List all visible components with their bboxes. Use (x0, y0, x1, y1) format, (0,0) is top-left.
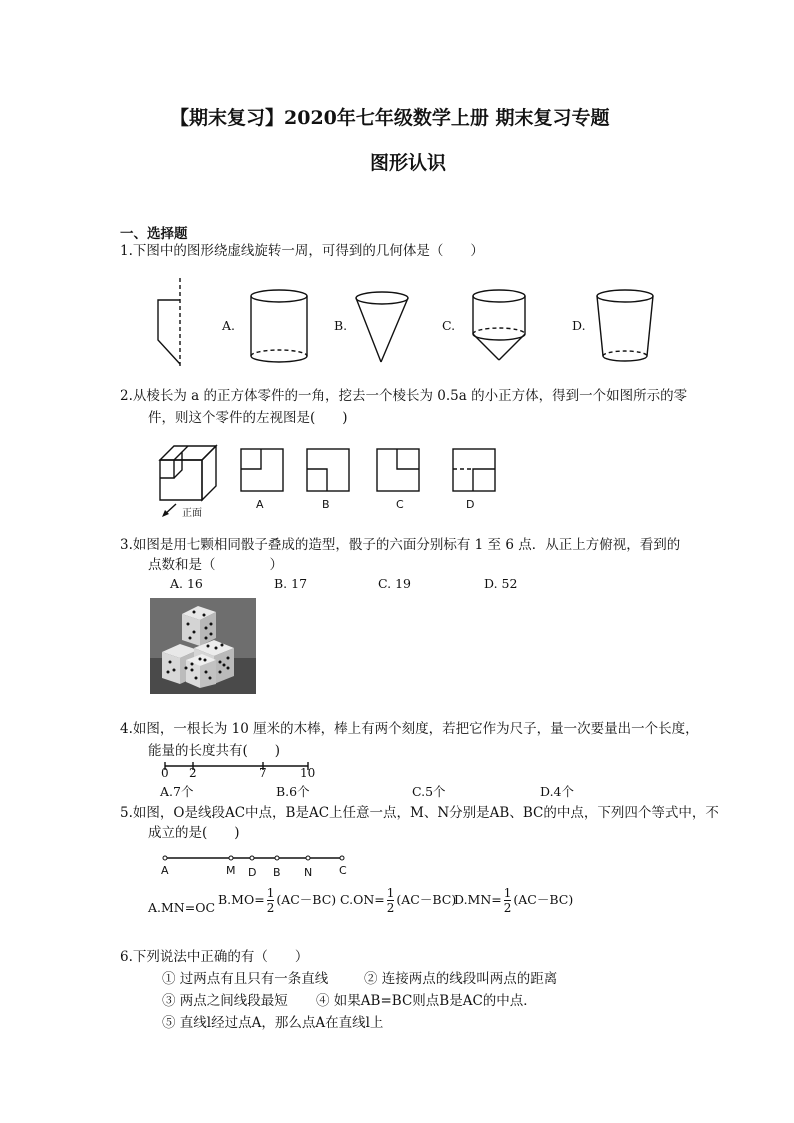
q1-option-c-label: C. (442, 318, 456, 333)
q4-tick-0: 0 (161, 766, 169, 780)
q2-option-d-figure (452, 448, 496, 492)
q5-option-b-tail: (AC－BC) (276, 892, 337, 907)
q1-cone-figure (354, 290, 410, 366)
q3-option-a: A. 16 (170, 576, 203, 591)
q2-option-c-label: C (396, 498, 404, 511)
q5-option-b-label: B.MO= (218, 892, 265, 907)
doc-title-line2: 图形认识 (370, 152, 447, 174)
q6-statement-3: ③ 两点之间线段最短 (162, 993, 288, 1009)
fraction-numerator: 1 (503, 886, 512, 900)
q3-option-c: C. 19 (378, 576, 411, 591)
q2-option-b-figure (306, 448, 350, 492)
q5-option-d (454, 886, 573, 915)
section-heading: 一、选择题 (120, 226, 188, 242)
q5-option-c-label: C.ON= (340, 892, 385, 907)
question-2-line1: 2.从棱长为 a 的正方体零件的一角，挖去一个棱长为 0.5a 的小正方体，得到一个如图所示的零 (120, 388, 688, 404)
q1-frustum-figure (594, 288, 656, 368)
question-3-line2: 点数和是（ ） (148, 557, 283, 573)
q1-cylinder-cone-figure (468, 288, 530, 368)
question-5-line2: 成立的是( ) (148, 825, 240, 841)
q5-option-b (218, 886, 336, 915)
q5-point-a: A (161, 864, 169, 877)
q2-option-a-label: A (256, 498, 264, 511)
q1-rotation-figure (150, 278, 190, 370)
front-arrow-icon (160, 502, 180, 518)
fraction-numerator: 1 (386, 886, 395, 900)
q5-option-c-fraction (387, 886, 395, 915)
q5-point-c: C (339, 864, 347, 877)
q5-point-d: D (248, 866, 257, 879)
q2-front-label: 正面 (182, 508, 202, 519)
q5-option-d-tail: (AC－BC) (513, 892, 574, 907)
fraction-denominator: 2 (503, 901, 512, 915)
q5-point-n: N (304, 866, 313, 879)
q5-option-a: A.MN=OC (148, 900, 216, 915)
q2-option-c-figure (376, 448, 420, 492)
q3-option-b: B. 17 (274, 576, 308, 591)
q6-statement-2: ② 连接两点的线段叫两点的距离 (364, 971, 558, 987)
fraction-denominator: 2 (386, 901, 395, 915)
question-4-line2: 能量的长度共有( ) (148, 743, 281, 759)
q4-option-a: A.7个 (160, 784, 194, 799)
q2-option-b-label: B (322, 498, 330, 511)
q5-option-c-tail: (AC－BC) (396, 892, 457, 907)
q6-statement-4: ④ 如果AB=BC则点B是AC的中点． (316, 993, 537, 1009)
question-6-text: 6.下列说法中正确的有（ ） (120, 949, 309, 965)
q6-statement-1: ① 过两点有且只有一条直线 (162, 971, 329, 987)
q5-point-b: B (273, 866, 281, 879)
question-1-text: 1.下图中的图形绕虚线旋转一周，可得到的几何体是（ ） (120, 243, 484, 259)
q1-option-d-label: D. (572, 318, 586, 333)
q2-cube-figure (158, 438, 218, 504)
q6-statement-5: ⑤ 直线l经过点A，那么点A在直线l上 (162, 1015, 384, 1031)
question-3-line1: 3.如图是用七颗相同骰子叠成的造型，骰子的六面分别标有 1 至 6 点．从正上方俯视，看到的 (120, 537, 681, 553)
q5-option-b-fraction (267, 886, 275, 915)
q3-option-d: D. 52 (484, 576, 518, 591)
fraction-denominator: 2 (266, 901, 275, 915)
doc-title-line1: 【期末复习】2020年七年级数学上册 期末复习专题 (170, 107, 610, 129)
question-4-line1: 4.如图，一根长为 10 厘米的木棒，棒上有两个刻度，若把它作为尺子，量一次要量出一个长度， (120, 721, 699, 737)
q2-option-d-label: D (466, 498, 475, 511)
q4-tick-2: 2 (189, 766, 197, 780)
q5-option-d-label: D.MN= (454, 892, 502, 907)
q4-tick-10: 10 (300, 766, 316, 780)
q3-dice-photo (150, 598, 256, 694)
question-5-line1: 5.如图，O是线段AC中点，B是AC上任意一点，M、N分别是AB、BC的中点，下列四个等式中，不 (120, 805, 719, 821)
q4-option-b: B.6个 (276, 784, 310, 799)
q2-option-a-figure (240, 448, 284, 492)
q4-option-d: D.4个 (540, 784, 575, 799)
q1-option-a-label: A. (222, 318, 236, 333)
q5-point-m: M (226, 864, 236, 877)
q5-option-c (340, 886, 456, 915)
q4-tick-7: 7 (259, 766, 267, 780)
q1-option-b-label: B. (334, 318, 348, 333)
q1-cylinder-figure (248, 288, 310, 368)
fraction-numerator: 1 (266, 886, 275, 900)
question-2-line2: 件，则这个零件的左视图是( ) (148, 410, 348, 426)
q4-option-c: C.5个 (412, 784, 446, 799)
q5-option-d-fraction (504, 886, 512, 915)
